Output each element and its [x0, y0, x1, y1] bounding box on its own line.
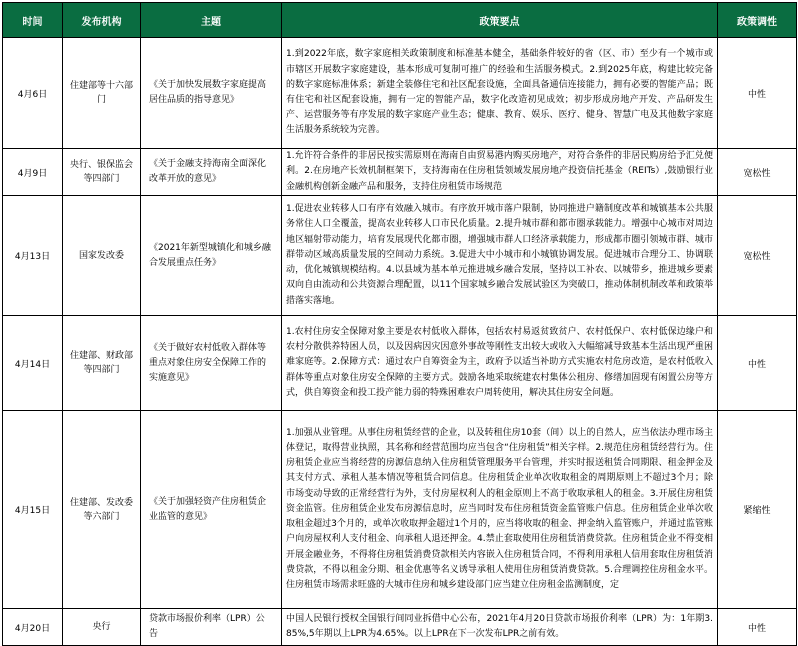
table-row	[3, 196, 797, 316]
header-points: 政策要点	[282, 3, 718, 38]
cell-topic: 贷款市场报价利率（LPR）公告	[141, 609, 282, 646]
cell-tone: 中性	[718, 38, 797, 149]
policy-table	[2, 2, 797, 646]
cell-points: 1.允许符合条件的非居民按实需原则在海南自由贸易港内购买房地产，对符合条件的非居民购房给予汇兑便利。2.在房地产长效机制框架下，支持海南在住房租赁领域发展房地产投资信托基金（REITs）,鼓励银行业金融机构创新金融产品和服务，支持住房租赁市场规范	[282, 149, 718, 196]
cell-date: 4月13日	[3, 196, 63, 316]
cell-points: 1.农村住房安全保障对象主要是农村低收入群体，包括农村易返贫致贫户、农村低保户、农村低保边缘户和农村分散供养特困人员，以及因病因灾因意外事故等刚性支出较大或收入大幅缩减导致基本生活出现严重困难家庭等。2.保障方式：通过农户自筹资金为主，政府予以适当补助方式实施农村危房改造，是农村低收入群体等重点对象住房安全保障的主要方式。鼓励各地采取统建农村集体公租房、修缮加固现有闲置公房等方式，供自筹资金和投工投产能力弱的特殊困难农户周转使用，解决其住房安全问题。	[282, 316, 718, 411]
cell-tone: 中性	[718, 316, 797, 411]
cell-topic: 《2021年新型城镇化和城乡融合发展重点任务》	[141, 196, 282, 316]
cell-points: 1.促进农业转移人口有序有效融入城市。有序放开城市落户限制，协同推进户籍制度改革和城镇基本公共服务常住人口全覆盖，提高农业转移人口市民化质量。2.提升城市群和都市圈承载能力。增强中心城市对周边地区辐射带动能力，培育发展现代化都市圈，增强城市群人口经济承载能力，形成都市圈引领城市群、城市群带动区域高质量发展的空间动力系统。3.促进大中小城市和小城镇协调发展。促进城市合理分工、协调联动，优化城镇规模结构。4.以县域为基本单元推进城乡融合发展，坚持以工补农、以城带乡，推进城乡要素双向自由流动和公共资源合理配置，以11个国家城乡融合发展试验区为突破口，推动体制机制改革和政策举措落实落地。	[282, 196, 718, 316]
cell-org: 央行、银保监会等四部门	[63, 149, 141, 196]
cell-org: 住建部等十六部门	[63, 38, 141, 149]
cell-tone: 中性	[718, 609, 797, 646]
policy-table-sheet	[2, 2, 797, 646]
header-org: 发布机构	[63, 3, 141, 38]
cell-points: 1.到2022年底，数字家庭相关政策制度和标准基本健全，基础条件较好的省（区、市）至少有一个城市或市辖区开展数字家庭建设，基本形成可复制可推广的经验和生活服务模式。2.到2025年底，构建比较完备的数字家庭标准体系；新建全装修住宅和社区配套设施，全面具备通信连接能力，拥有必要的智能产品；既有住宅和社区配套设施，拥有一定的智能产品，数字化改造初见成效；初步形成房地产开发、产品研发生产、运营服务等有序发展的数字家庭产业生态；健康、教育、娱乐、医疗、健身、智慧广电及其他数字家庭生活服务系统较为完善。	[282, 38, 718, 149]
header-date: 时间	[3, 3, 63, 38]
header-topic: 主题	[141, 3, 282, 38]
cell-date: 4月15日	[3, 411, 63, 609]
table-row	[3, 609, 797, 646]
cell-tone: 紧缩性	[718, 411, 797, 609]
cell-org: 国家发改委	[63, 196, 141, 316]
cell-date: 4月9日	[3, 149, 63, 196]
cell-date: 4月6日	[3, 38, 63, 149]
cell-org: 住建部、财政部等四部门	[63, 316, 141, 411]
table-row	[3, 38, 797, 149]
table-row	[3, 149, 797, 196]
cell-topic: 《关于加快发展数字家庭提高居住品质的指导意见》	[141, 38, 282, 149]
table-row	[3, 316, 797, 411]
cell-topic: 《关于金融支持海南全面深化改革开放的意见》	[141, 149, 282, 196]
cell-points: 中国人民银行授权全国银行间同业拆借中心公布，2021年4月20日贷款市场报价利率（LPR）为：1年期3.85%,5年期以上LPR为4.65%。以上LPR在下一次发布LPR之前有效。	[282, 609, 718, 646]
header-tone: 政策调性	[718, 3, 797, 38]
cell-org: 央行	[63, 609, 141, 646]
table-header-row	[3, 3, 797, 38]
cell-topic: 《关于加强轻资产住房租赁企业监管的意见》	[141, 411, 282, 609]
cell-org: 住建部、发改委等六部门	[63, 411, 141, 609]
cell-date: 4月14日	[3, 316, 63, 411]
table-row	[3, 411, 797, 609]
cell-points: 1.加强从业管理。从事住房租赁经营的企业，以及转租住房10套（间）以上的自然人，应当依法办理市场主体登记，取得营业执照，其名称和经营范围均应当包含“住房租赁”相关字样。2.规范住房租赁经营行为。住房租赁企业应当将经营的房源信息纳入住房租赁管理服务平台管理，并实时报送租赁合同期限、租金押金及其支付方式、承租人基本情况等租赁合同信息。住房租赁企业单次收取租金的周期原则上不超过3个月；除市场变动导致的正常经营行为外，支付房屋权利人的租金原则上不高于收取承租人的租金。3.开展住房租赁资金监管。住房租赁企业发布房源信息时，应当同时发布住房租赁资金监管账户信息。住房租赁企业单次收取租金超过3个月的，或单次收取押金超过1个月的，应当将收取的租金、押金纳入监管账户，并通过监管账户向房屋权利人支付租金、向承租人退还押金。4.禁止套取使用住房租赁消费贷款。住房租赁企业不得变相开展金融业务，不得将住房租赁消费贷款相关内容嵌入住房租赁合同，不得利用承租人信用套取住房租赁消费贷款，不得以租金分期、租金优惠等名义诱导承租人使用住房租赁消费贷款。5.合理调控住房租金水平。住房租赁市场需求旺盛的大城市住房和城乡建设部门应当建立住房租金监测制度，定	[282, 411, 718, 609]
cell-tone: 宽松性	[718, 196, 797, 316]
cell-topic: 《关于做好农村低收入群体等重点对象住房安全保障工作的实施意见》	[141, 316, 282, 411]
cell-tone: 宽松性	[718, 149, 797, 196]
cell-date: 4月20日	[3, 609, 63, 646]
